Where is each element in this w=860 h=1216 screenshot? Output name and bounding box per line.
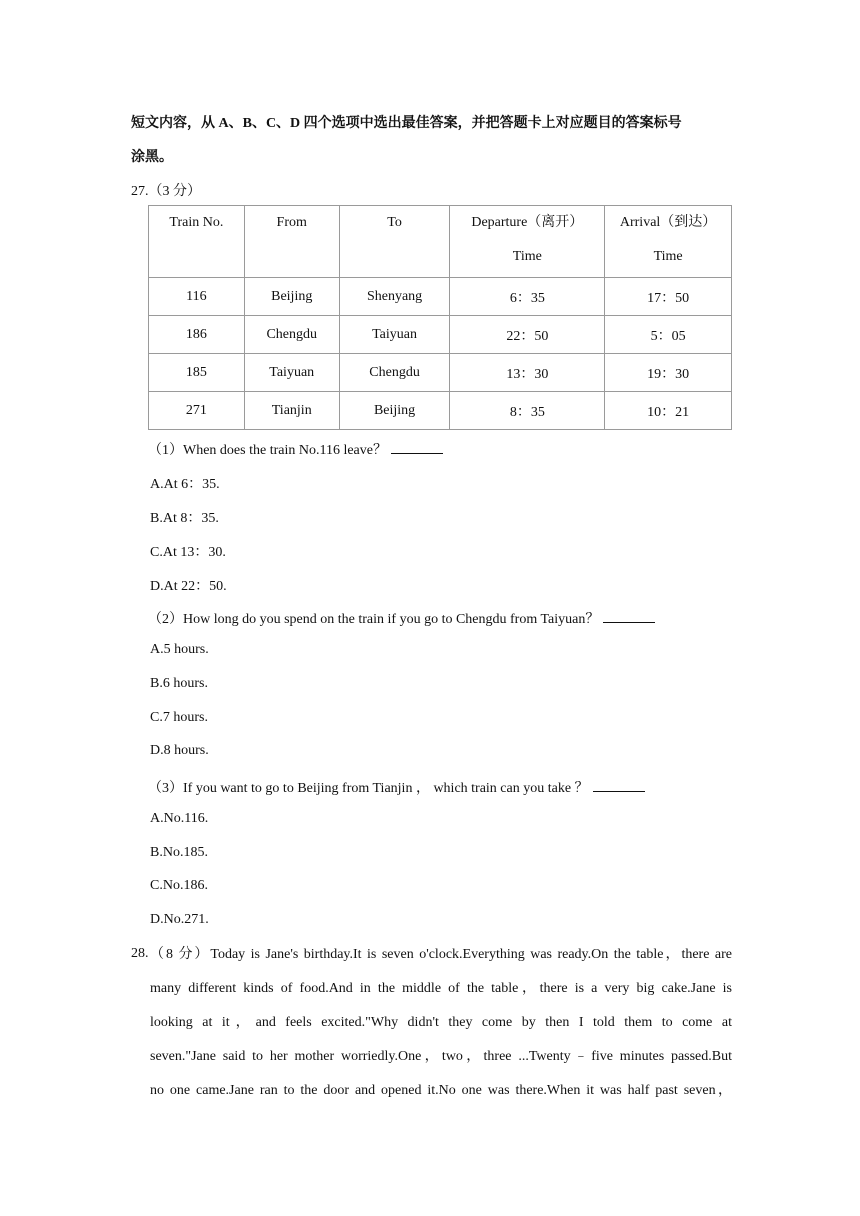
option-item: C.At 13：30. [150, 545, 226, 560]
option-item: A.5 hours. [150, 642, 209, 657]
table-cell: 19：30 [605, 354, 732, 392]
question-28-passage [150, 938, 732, 1108]
table-cell: 186 [149, 316, 245, 354]
table-cell: Tianjin [244, 392, 339, 430]
passage-line: no one came.Jane ran to the door and opened it.No one was there.When it was half past seven， [150, 1083, 732, 1098]
table-cell: Chengdu [339, 354, 450, 392]
option-item: C.No.186. [150, 878, 208, 893]
table-cell: 116 [149, 278, 245, 316]
passage-line: looking at it，and feels excited."Why didn't they come by then I told them to come at [150, 1015, 732, 1030]
table-cell: 13：30 [450, 354, 605, 392]
header-cell: Train No. [149, 206, 245, 278]
header-cell: Departure（离开） Time [450, 206, 605, 278]
question-27-2-stem: （2）How long do you spend on the train if you go to Chengdu from Taiyuan？ [148, 608, 655, 628]
passage-line: （8 分）Today is Jane's birthday.It is seven o'clock.Everything was ready.On the table，there are [150, 947, 732, 962]
option-item: B.At 8：35. [150, 511, 219, 526]
answer-blank[interactable] [593, 779, 645, 792]
option-item: D.8 hours. [150, 743, 209, 758]
table-cell: 22：50 [450, 316, 605, 354]
header-cell: To [339, 206, 450, 278]
table-header-row [149, 206, 732, 278]
table-cell: 8：35 [450, 392, 605, 430]
option-item: C.7 hours. [150, 710, 208, 725]
question-27-heading: 27.（3 分） [131, 184, 201, 199]
option-item: B.No.185. [150, 845, 208, 860]
instructions-line-2: 涂黑。 [131, 150, 173, 165]
option-item: D.No.271. [150, 912, 209, 927]
table-cell: 5：05 [605, 316, 732, 354]
option-item: D.At 22：50. [150, 579, 227, 594]
instructions-line-1: 短文内容，从 A、B、C、D 四个选项中选出最佳答案，并把答题卡上对应题目的答案标号 [131, 116, 682, 131]
table-row [149, 316, 732, 354]
question-27-1-stem: （1）When does the train No.116 leave？ [148, 439, 443, 459]
answer-blank[interactable] [391, 441, 443, 454]
option-item: A.At 6：35. [150, 477, 220, 492]
option-item: A.No.116. [150, 811, 209, 826]
question-28-number: 28. [131, 946, 149, 961]
table-cell: Taiyuan [339, 316, 450, 354]
table-cell: 185 [149, 354, 245, 392]
table-cell: 17：50 [605, 278, 732, 316]
passage-line: many different kinds of food.And in the middle of the table，there is a very big cake.Jane is [150, 981, 732, 996]
table-row [149, 392, 732, 430]
table-cell: 6：35 [450, 278, 605, 316]
header-cell: Arrival（到达） Time [605, 206, 732, 278]
table-cell: Taiyuan [244, 354, 339, 392]
option-item: B.6 hours. [150, 676, 208, 691]
header-cell: From [244, 206, 339, 278]
table-cell: 10：21 [605, 392, 732, 430]
train-timetable [148, 205, 732, 430]
table-cell: Shenyang [339, 278, 450, 316]
table-cell: Chengdu [244, 316, 339, 354]
question-27-3-stem: （3）If you want to go to Beijing from Tianjin ， which train can you take ？ [148, 777, 645, 797]
table-cell: Beijing [339, 392, 450, 430]
passage-line: seven."Jane said to her mother worriedly.One，two，three ...Twenty﹣five minutes passed.But [150, 1049, 732, 1064]
table-cell: 271 [149, 392, 245, 430]
table-row [149, 354, 732, 392]
table-row [149, 278, 732, 316]
answer-blank[interactable] [603, 610, 655, 623]
table-cell: Beijing [244, 278, 339, 316]
